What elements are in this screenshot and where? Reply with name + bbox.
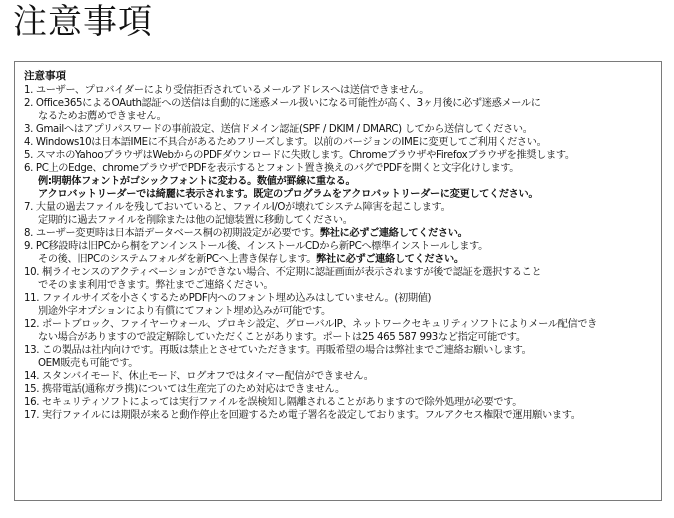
notice-item-continuation: 定期的に過去ファイルを削除または他の記憶装置に移動してください。 — [38, 215, 353, 226]
notice-item-text: 15. 携帯電話(通称ガラ携)については生産完了のため対応はできません。 — [24, 384, 345, 395]
page-title: 注意事項 — [13, 2, 153, 42]
notice-item-continuation: なるためお薦めできません。 — [38, 111, 167, 122]
notice-item-prefix: その後、旧PCのシステムフォルダを新PCへ上書き保存します。 — [38, 254, 317, 265]
notice-item-continuation: でそのまま利用できます。弊社までご連絡ください。 — [38, 280, 274, 291]
notice-list — [24, 84, 653, 422]
notice-item-16 — [24, 396, 653, 409]
notice-item-13 — [24, 344, 653, 370]
notice-item-2 — [24, 97, 653, 123]
notice-item-emphasis: 弊社に必ずご連絡してください。 — [316, 254, 464, 265]
notice-item-9 — [24, 240, 653, 266]
notice-item-text: 3. Gmailへはアプリパスワードの事前設定、送信ドメイン認証(SPF / DKIM / DMARC) してから送信してください。 — [24, 124, 533, 135]
notice-item-continuation: 別途外字オプションにより有償にてフォント埋め込みが可能です。 — [38, 306, 331, 317]
notice-item-prefix: 8. ユーザー変更時は日本語データベース桐の初期設定が必要です。 — [24, 228, 320, 239]
notice-item-emphasis: 例:明朝体フォントがゴシックフォントに変わる。数値が罫線に重なる。 — [38, 176, 356, 187]
notice-item-text: 11. ファイルサイズを小さくするためPDF内へのフォント埋め込みはしていません。(初期値) — [24, 293, 432, 304]
notice-item-emphasis: 弊社に必ずご連絡してください。 — [319, 228, 468, 239]
notice-item-text — [24, 227, 653, 240]
notice-item-10 — [24, 266, 653, 292]
notice-item-1 — [24, 84, 653, 97]
notice-item-text: 10. 桐ライセンスのアクティベーションができない場合、不定期に認証画面が表示されますが後で認証を選択すること — [24, 267, 542, 278]
notice-item-continuation: OEM販売も可能です。 — [38, 358, 139, 369]
notice-item-8 — [24, 227, 653, 240]
notice-item-6 — [24, 162, 653, 201]
notice-item-text: 5. スマホのYahooブラウザはWebからのPDFダウンロードに失敗します。ChromeブラウザやFirefoxブラウザを推奨します。 — [24, 150, 575, 161]
notice-item-text: 17. 実行ファイルには期限が来ると動作停止を回避するため電子署名を設定しております。フルアクセス権限で運用願います。 — [24, 410, 581, 421]
notice-item-12 — [24, 318, 653, 344]
notice-heading: 注意事項 — [24, 70, 66, 82]
notice-item-text: 6. PC上のEdge、chromeブラウザでPDFを表示するとフォント置き換えのバグでPDFを開くと文字化けします。 — [24, 163, 520, 174]
notice-item-text: 2. Office365によるOAuth認証への送信は自動的に迷惑メール扱いになる可能性が高く、3ヶ月後に必ず迷惑メールに — [24, 98, 541, 109]
notice-item-14 — [24, 370, 653, 383]
notice-item-5 — [24, 149, 653, 162]
notice-item-text: 4. Windows10は日本語IMEに不具合があるためフリーズします。以前のバージョンのIMEに変更してご利用ください。 — [24, 137, 547, 148]
notice-item-3 — [24, 123, 653, 136]
notice-item-text: 12. ポートブロック、ファイヤーウォール、プロキシ設定、グローバルIP、ネットワークセキュリティソフトによりメール配信でき — [24, 319, 597, 330]
notice-item-text: 7. 大量の過去ファイルを残しておいていると、ファイルI/Oが壊れてシステム障害を起こします。 — [24, 202, 451, 213]
notice-item-11 — [24, 292, 653, 318]
notice-item-continuation: ない場合がありますので設定解除していただくことがあります。ポートは25 465 587 993など指定可能です。 — [38, 332, 526, 343]
notice-item-text: 16. セキュリティソフトによっては実行ファイルを誤検知し隔離されることがありますので除外処理が必要です。 — [24, 397, 523, 408]
notice-item-text: 9. PC移設時は旧PCから桐をアンインストール後、インストールCDから新PCへ標準インストールします。 — [24, 241, 488, 252]
notice-box — [14, 61, 662, 501]
notice-item-emphasis: アクロバットリーダーでは綺麗に表示されます。既定のプログラムをアクロバットリーダーに変更してください。 — [38, 189, 539, 200]
notice-item-15 — [24, 383, 653, 396]
notice-item-text: 13. この製品は社内向けです。再販は禁止とさせていただきます。再販希望の場合は弊社までご連絡お願いします。 — [24, 345, 532, 356]
notice-item-17 — [24, 409, 653, 422]
notice-item-7 — [24, 201, 653, 227]
notice-item-text: 14. スタンバイモード、休止モード、ログオフではタイマー配信ができません。 — [24, 371, 374, 382]
notice-item-4 — [24, 136, 653, 149]
notice-item-text: 1. ユーザー、プロバイダーにより受信拒否されているメールアドレスへは送信できません。 — [24, 85, 430, 96]
notice-item-continuation — [24, 253, 653, 266]
